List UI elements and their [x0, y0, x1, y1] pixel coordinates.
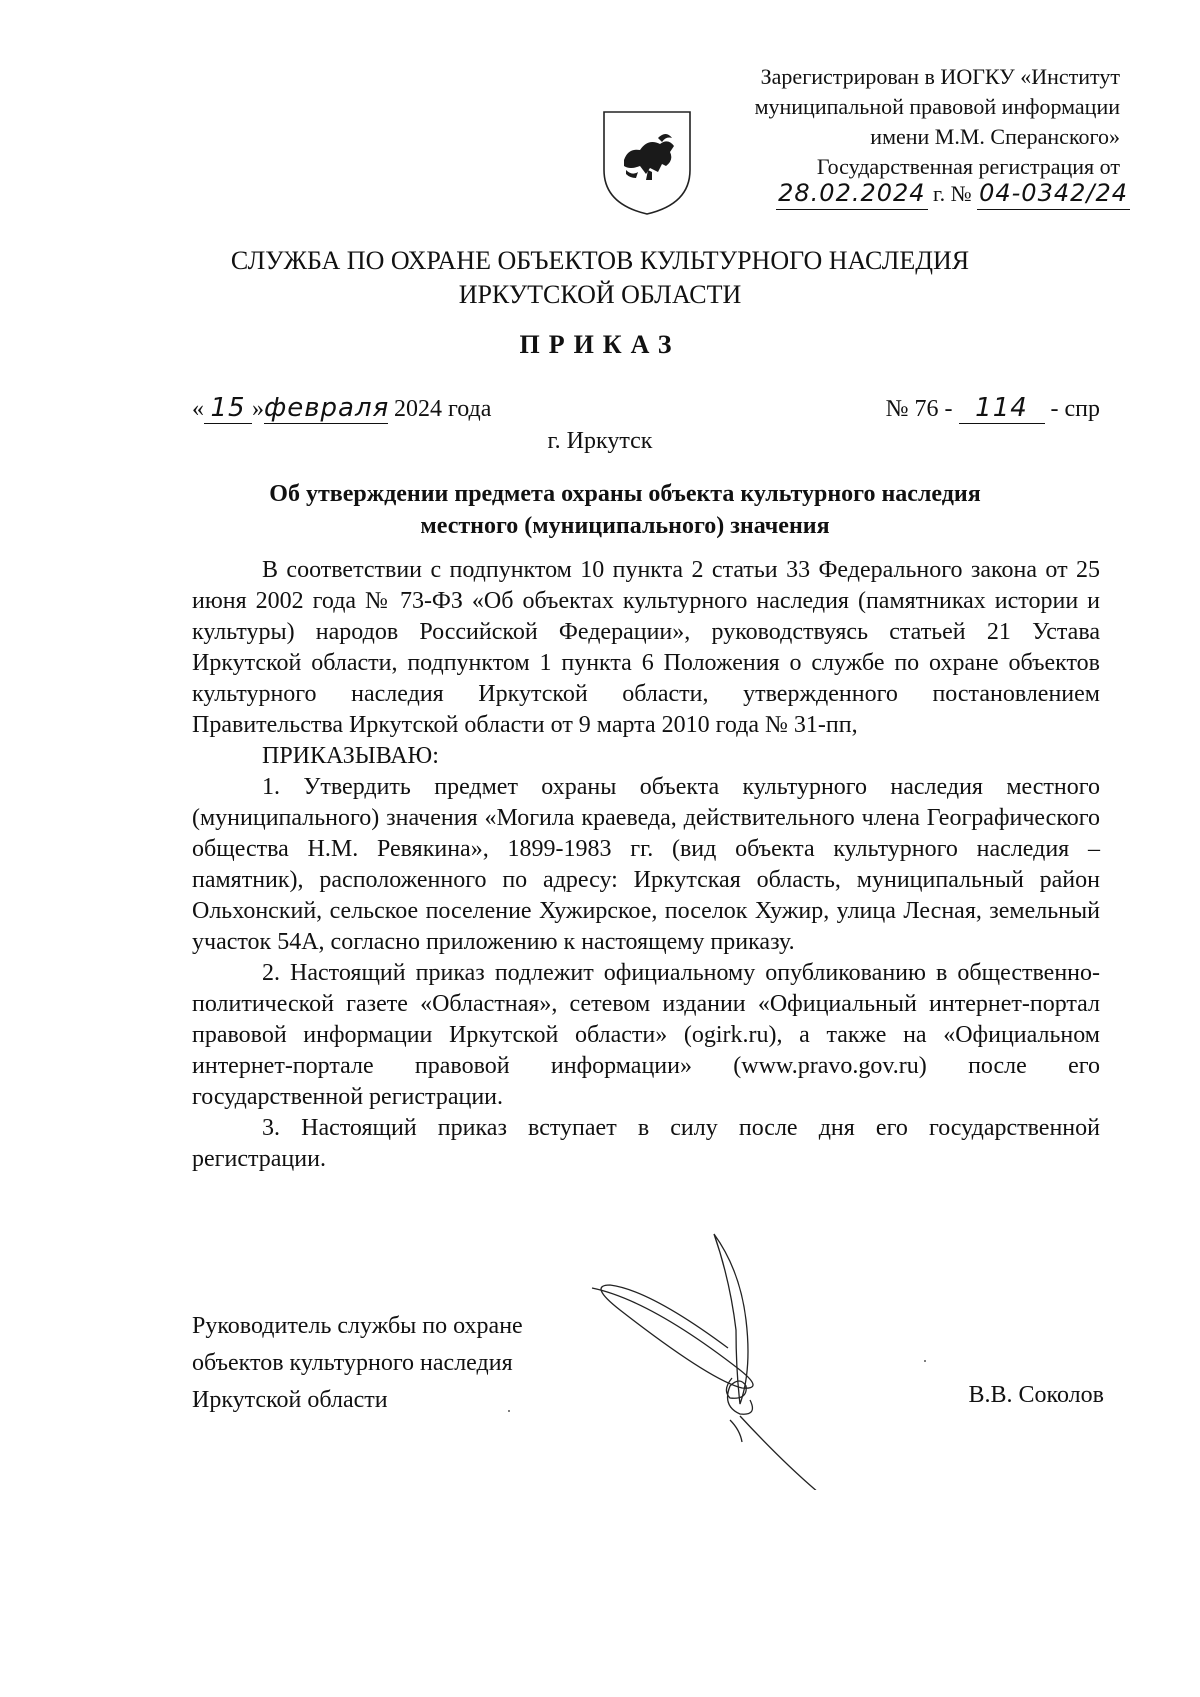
- order-number-prefix: № 76 -: [885, 396, 953, 422]
- date-close-quote: »: [252, 396, 264, 422]
- registration-number-field: [977, 178, 1130, 210]
- date-month-field: [264, 393, 388, 424]
- signatory-position-line: Руководитель службы по охране: [192, 1313, 523, 1339]
- date-year: 2024 года: [394, 396, 492, 422]
- order-number-field: [959, 393, 1045, 424]
- date-month: февраля: [264, 393, 390, 423]
- registration-stamp: [700, 62, 1120, 182]
- order-item-2: 2. Настоящий приказ подлежит официальному опубликованию в общественно-политической газете «Областная», сетевом издании «Официальный интернет-портал правовой информации Иркутской области» (ogirk.ru), а также на «Официальном интернет-портале правовой информации» (www.pravo.gov.ru) после его государственной регистрации.: [192, 960, 1100, 1110]
- registration-line: имени М.М. Сперанского»: [870, 124, 1120, 149]
- date-open-quote: «: [192, 396, 204, 422]
- registration-year-suffix: г. №: [933, 181, 972, 206]
- scan-speck: [924, 1360, 926, 1362]
- signatory-position: [192, 1308, 612, 1419]
- scan-speck: [508, 1410, 510, 1412]
- order-number: [886, 393, 1100, 424]
- handwritten-signature: [590, 1230, 900, 1490]
- agency-name: [150, 244, 1050, 312]
- order-item-3: 3. Настоящий приказ вступает в силу после дня его государственной регистрации.: [192, 1115, 1100, 1172]
- registration-line: муниципальной правовой информации: [754, 94, 1120, 119]
- signatory-name: В.В. Соколов: [968, 1382, 1104, 1408]
- irkutsk-coat-of-arms-icon: [600, 108, 694, 218]
- registration-line: Зарегистрирован в ИОГКУ «Институт: [760, 64, 1120, 89]
- order-city: г. Иркутск: [547, 428, 653, 454]
- order-subject: [200, 478, 1050, 542]
- registration-line: Государственная регистрация от: [816, 154, 1120, 179]
- order-word: ПРИКАЗЫВАЮ:: [262, 743, 439, 769]
- registration-date-field: [776, 178, 927, 210]
- registration-date: 28.02.2024: [778, 179, 926, 207]
- document-type-title: ПРИКАЗ: [519, 330, 681, 359]
- registration-number-line: [700, 178, 1130, 210]
- signatory-position-line: Иркутской области: [192, 1387, 388, 1413]
- registration-number: 04-0342/24: [979, 179, 1128, 207]
- agency-name-line: ИРКУТСКОЙ ОБЛАСТИ: [458, 280, 742, 309]
- order-item-1: 1. Утвердить предмет охраны объекта культурного наследия местного (муниципального) значения «Могила краеведа, действительного члена Географического общества Н.М. Ревякина», 1899-1983 гг. (вид объекта культурного наследия – памятник), расположенного по адресу: Иркутская область, муниципальный район Ольхонский, сельское поселение Хужирское, поселок Хужир, улица Лесная, земельный участок 54А, согласно приложению к настоящему приказу.: [192, 774, 1100, 955]
- order-subject-line: местного (муниципального) значения: [420, 513, 830, 539]
- agency-name-line: СЛУЖБА ПО ОХРАНЕ ОБЪЕКТОВ КУЛЬТУРНОГО НАСЛЕДИЯ: [230, 246, 970, 275]
- order-number-value: 114: [975, 393, 1028, 423]
- date-day: 15: [210, 393, 246, 423]
- order-subject-line: Об утверждении предмета охраны объекта культурного наследия: [269, 481, 981, 507]
- order-body: [192, 555, 1100, 1175]
- order-number-suffix: - спр: [1050, 396, 1100, 422]
- signatory-position-line: объектов культурного наследия: [192, 1350, 513, 1376]
- date-day-field: [204, 393, 252, 424]
- preamble-paragraph: В соответствии с подпунктом 10 пункта 2 статьи 33 Федерального закона от 25 июня 2002 года № 73-ФЗ «Об объектах культурного наследия (памятниках истории и культуры) народов Российской Федерации», руководствуясь статьей 21 Устава Иркутской области, подпунктом 1 пункта 6 Положения о службе по охране объектов культурного наследия Иркутской области, утвержденного постановлением Правительства Иркутской области от 9 марта 2010 года № 31-пп,: [192, 557, 1100, 738]
- order-date: [192, 393, 491, 424]
